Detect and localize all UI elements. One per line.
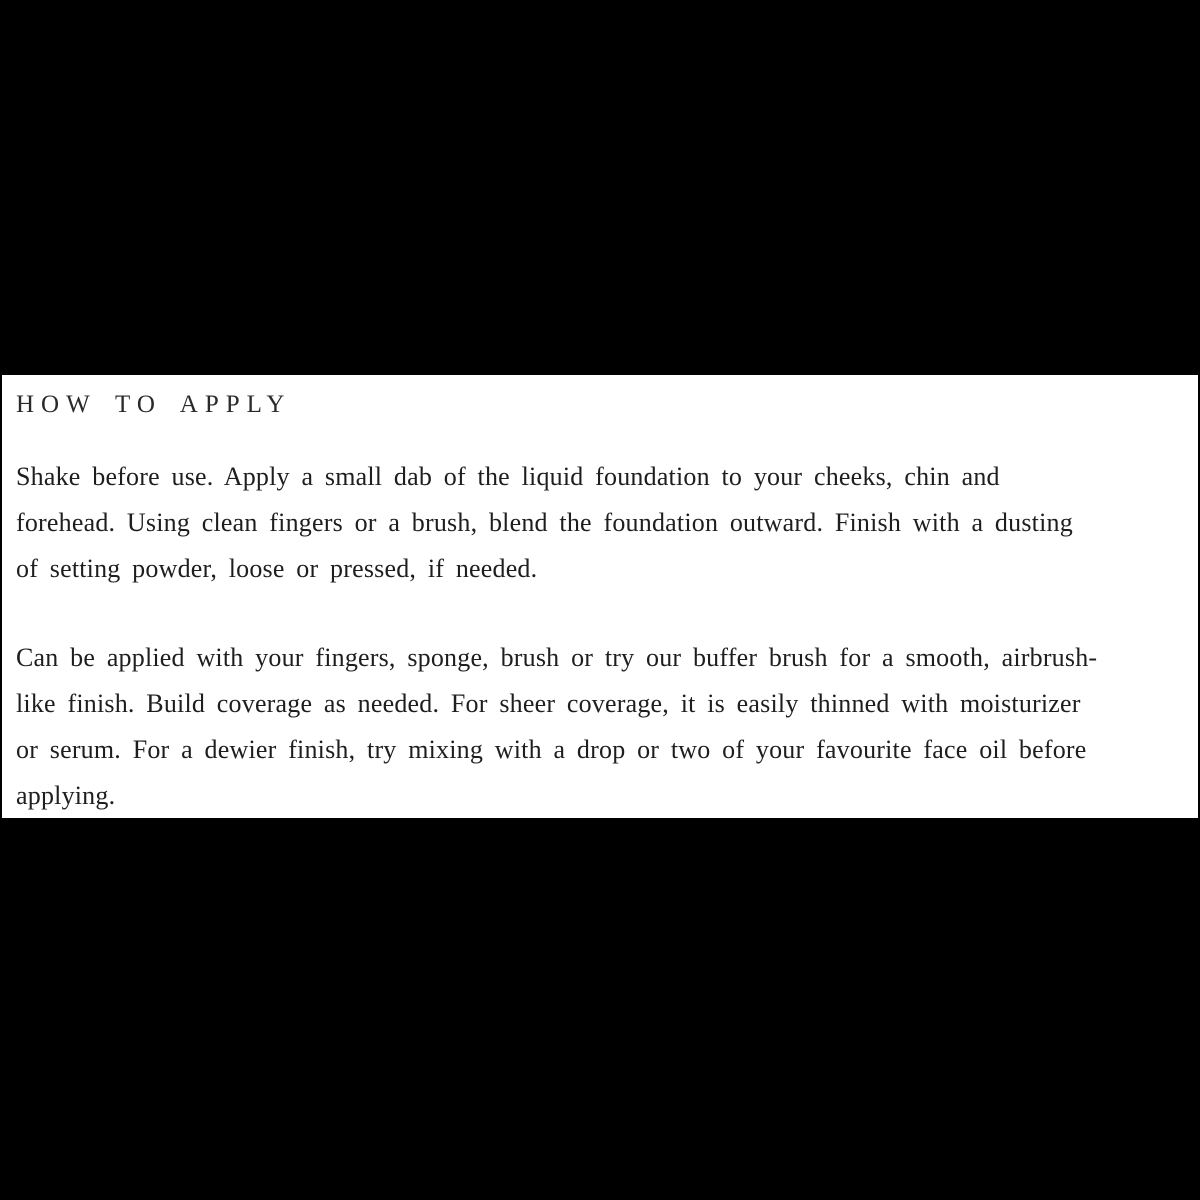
- how-to-apply-section: [2, 375, 1198, 818]
- application-instructions-paragraph: Shake before use. Apply a small dab of the liquid foundation to your cheeks, chin and forehead. Using clean fingers or a brush, blend the foundation outward. Finish with a dusting of setting powder, loose or pressed, if needed.: [16, 462, 1073, 583]
- section-heading: HOW TO APPLY: [16, 391, 292, 418]
- application-tips-paragraph: Can be applied with your fingers, sponge, brush or try our buffer brush for a smooth, airbrush- like finish. Build coverage as needed. For sheer coverage, it is easily thinned with moisturizer or serum. For a dewier finish, try mixing with a drop or two of your favourite face oil before applying.: [16, 643, 1098, 810]
